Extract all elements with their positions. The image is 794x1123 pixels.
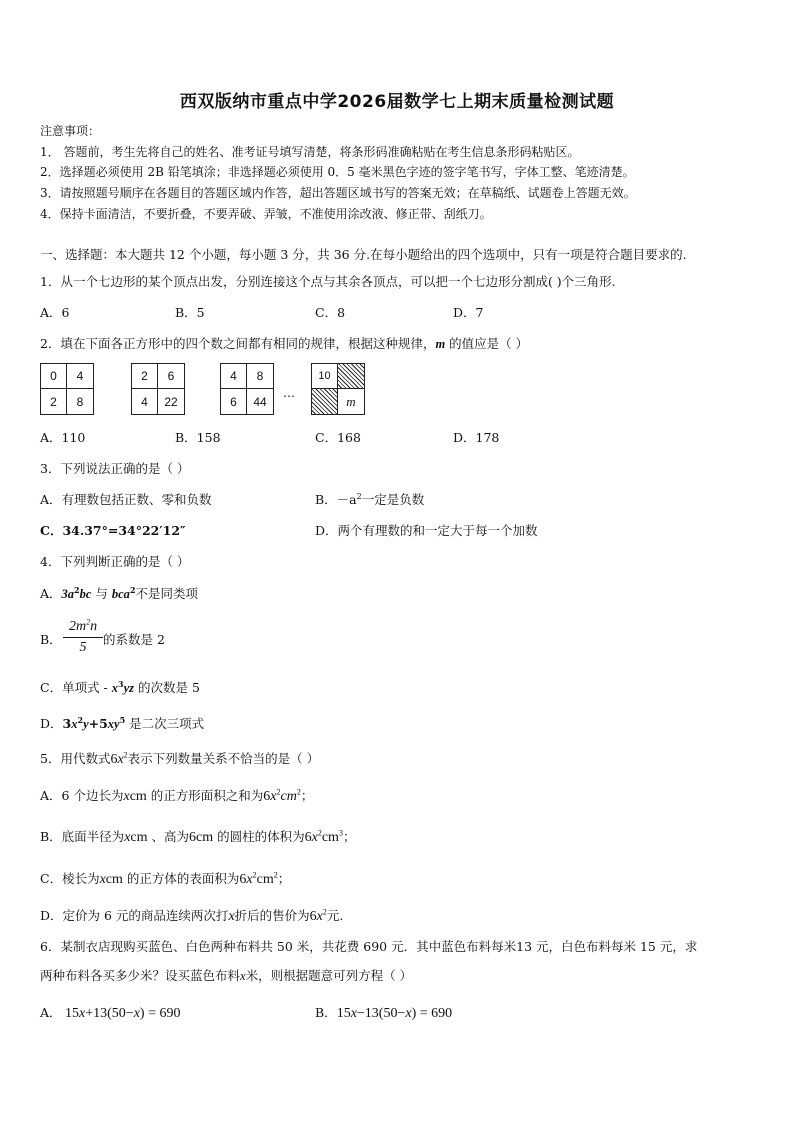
square-cell: 8 <box>247 364 273 389</box>
notice-item: 2．选择题必须使用 2B 铅笔填涂；非选择题必须使用 0．5 毫米黑色字迹的签字笔书写，字体工整、笔迹清楚。 <box>40 165 635 179</box>
q1-option-c: C．8 <box>315 305 346 320</box>
square-cell: 4 <box>67 364 93 389</box>
square-cell: 8 <box>76 394 84 409</box>
question-2-stem: 2．填在下面各正方形中的四个数之间都有相同的规律，根据这种规律，m 的值应是（ ） <box>40 336 529 351</box>
question-4-stem: 4．下列判断正确的是（ ） <box>40 554 190 569</box>
q1-option-b: B．5 <box>175 305 205 320</box>
question-6-stem-line1: 6．某制衣店现购买蓝色、白色两种布料共 50 米，共花费 690 元．其中蓝色布料每米13 元，白色布料每米 15 元，求 <box>40 939 698 954</box>
square-cell: 4 <box>132 389 158 414</box>
square-cell: 2 <box>132 364 158 389</box>
q5-option-d: D．定价为 6 元的商品连续两次打x折后的售价为$6x^2$元. <box>40 907 344 924</box>
q6-option-b: B．15x−13(50−x) = 690 <box>315 1005 453 1021</box>
square-cell: 10 <box>312 364 338 389</box>
q2-option-c: C．168 <box>315 430 361 445</box>
section-heading: 一、选择题：本大题共 12 个小题，每小题 3 分，共 36 分.在每小题给出的四个选项中，只有一项是符合题目要求的. <box>40 247 687 262</box>
q4-option-b-label: B． <box>40 632 62 647</box>
pattern-square-3 <box>220 363 274 415</box>
q3-option-a: A．有理数包括正数、零和负数 <box>40 492 212 507</box>
square-cell-m: m <box>346 393 356 409</box>
page-title: 西双版纳市重点中学2026届数学七上期末质量检测试题 <box>179 92 615 112</box>
q4-option-d: D．$3x^2y+5xy^5$ 是二次三项式 <box>40 714 205 731</box>
q4-option-a: A．$3a^2bc$ 与 bca$^2$不是同类项 <box>40 584 199 601</box>
pattern-square-2 <box>131 363 185 415</box>
square-cell: 6 <box>221 389 247 414</box>
q6-option-a: A． 15x+13(50−x) = 690 <box>40 1005 181 1021</box>
question-1-stem: 1．从一个七边形的某个顶点出发，分别连接这个点与其余各顶点，可以把一个七边形分割成( )个三角形. <box>40 274 616 289</box>
hatched-cell <box>312 389 338 414</box>
q2-option-b: B．158 <box>175 430 221 445</box>
pattern-square-1 <box>40 363 94 415</box>
q2-option-d: D．178 <box>453 430 500 445</box>
square-cell: 2 <box>41 389 67 414</box>
question-3-stem: 3．下列说法正确的是（ ） <box>40 461 190 476</box>
q5-option-b: B．底面半径为xcm 、高为6cm 的圆柱的体积为$6x^2cm^3$； <box>40 828 356 845</box>
q3-option-d: D．两个有理数的和一定大于每一个加数 <box>315 523 538 538</box>
q1-option-a: A．6 <box>40 305 70 320</box>
q4-option-b-text: 的系数是 2 <box>103 632 165 647</box>
hatched-cell <box>338 364 364 389</box>
q4-option-c: C．单项式 - $x^3yz$ 的次数是 5 <box>40 678 200 695</box>
ellipsis: … <box>283 386 295 400</box>
notice-item: 3．请按照题号顺序在各题目的答题区域内作答，超出答题区域书写的答案无效；在草稿纸、试题卷上答题无效。 <box>40 186 636 200</box>
notice-heading: 注意事项： <box>40 124 101 138</box>
square-cell: 0 <box>41 364 67 389</box>
square-cell: 4 <box>221 364 247 389</box>
q3-option-b: B．$-a^2$一定是负数 <box>315 491 425 507</box>
notice-item: 4．保持卡面清洁，不要折叠，不要弄破、弄皱，不准使用涂改液、修正带、刮纸刀。 <box>40 207 492 221</box>
square-cell: 22 <box>164 394 178 409</box>
notice-item: 1． 答题前，考生先将自己的姓名、准考证号填写清楚，将条形码准确粘贴在考生信息条形码粘贴区。 <box>40 145 580 159</box>
question-5-stem: 5．用代数式$6x^2$表示下列数量关系不恰当的是（ ） <box>40 750 320 767</box>
question-6-stem-line2: 两种布料各买多少米？设买蓝色布料x米，则根据题意可列方程（ ） <box>40 968 413 983</box>
q2-option-a: A．110 <box>40 430 86 445</box>
q1-option-d: D．7 <box>453 305 484 320</box>
fraction-2m2n-over-5: $2m^2n$ 5 <box>63 618 103 657</box>
q3-option-c: C．34.37°=34°22′12″ <box>40 523 186 538</box>
square-cell: 6 <box>158 364 184 389</box>
q5-option-a: A．6 个边长为xcm 的正方形面积之和为$6x^2cm^2$； <box>40 787 314 804</box>
pattern-square-4 <box>311 363 365 415</box>
square-cell: 44 <box>253 394 267 409</box>
q5-option-c: C．棱长为xcm 的正方体的表面积为$6x^2cm^2$； <box>40 870 291 887</box>
